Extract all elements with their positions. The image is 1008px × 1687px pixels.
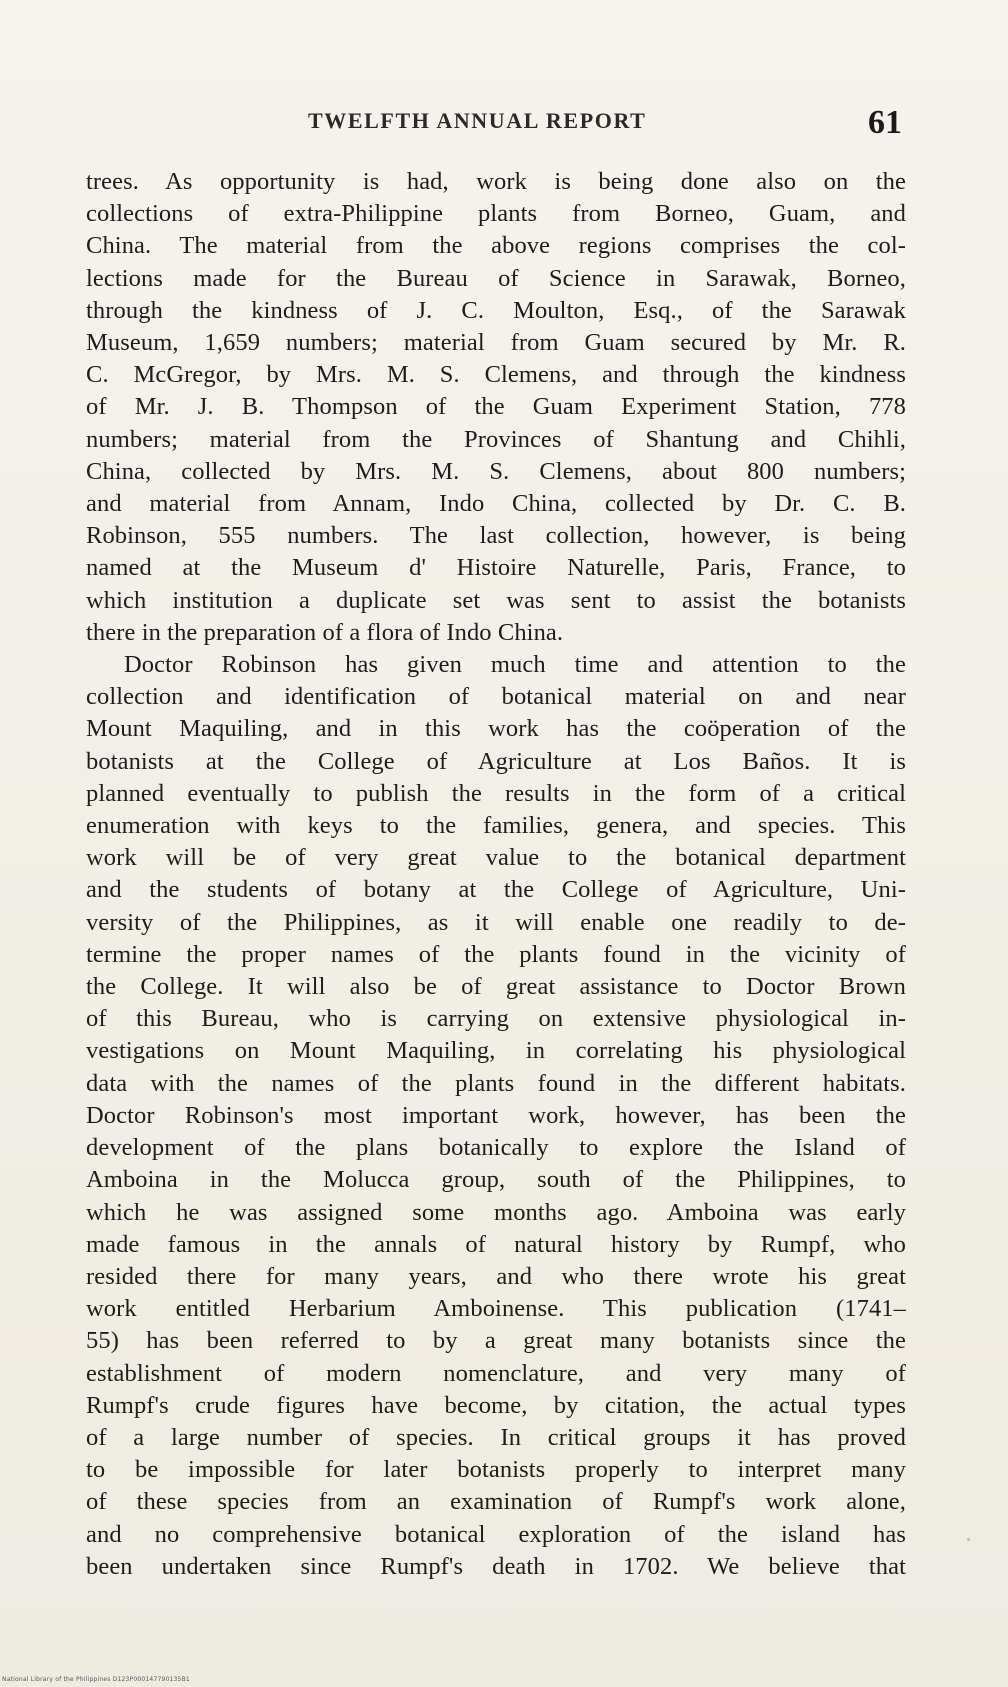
running-title: TWELFTH ANNUAL REPORT (308, 108, 647, 133)
text-line: the College. It will also be of great assistance to Doctor Brown (86, 973, 906, 1001)
text-line: Doctor Robinson's most important work, however, has been the (86, 1101, 906, 1129)
text-line: versity of the Philippines, as it will enable one readily to de- (86, 908, 906, 936)
text-line: work entitled Herbarium Amboinense. This publication (1741– (86, 1295, 906, 1323)
text-line: trees. As opportunity is had, work is being done also on the (86, 168, 906, 195)
text-line: Mount Maquiling, and in this work has the coöperation of the (86, 715, 906, 743)
text-line: to be impossible for later botanists properly to interpret many (86, 1456, 906, 1484)
text-line: and material from Annam, Indo China, collected by Dr. C. B. (86, 490, 906, 518)
text-line: planned eventually to publish the results in the form of a critical (86, 779, 906, 807)
text-line: work will be of very great value to the botanical department (86, 844, 906, 872)
text-line: data with the names of the plants found in the different habitats. (86, 1069, 906, 1097)
text-line: 55) has been referred to by a great many botanists since the (86, 1327, 906, 1355)
text-line: China. The material from the above regions comprises the col- (86, 232, 906, 260)
scan-speck (967, 1538, 970, 1541)
text-line: and no comprehensive botanical exploration of the island has (86, 1520, 906, 1548)
text-line: and the students of botany at the College of Agriculture, Uni- (86, 876, 906, 904)
text-line: resided there for many years, and who there wrote his great (86, 1262, 906, 1290)
text-line: which institution a duplicate set was sent to assist the botanists (86, 586, 906, 614)
running-head (86, 106, 902, 146)
text-line: lections made for the Bureau of Science in Sarawak, Borneo, (86, 264, 906, 292)
text-line: enumeration with keys to the families, genera, and species. This (86, 812, 906, 840)
text-line: there in the preparation of a flora of Indo China. (86, 618, 564, 646)
text-line: collections of extra-Philippine plants from Borneo, Guam, and (86, 200, 906, 228)
text-line: Doctor Robinson has given much time and attention to the (124, 651, 906, 679)
text-line: of Mr. J. B. Thompson of the Guam Experiment Station, 778 (86, 393, 906, 421)
text-line: C. McGregor, by Mrs. M. S. Clemens, and through the kindness (86, 361, 906, 389)
paragraph (86, 649, 906, 1583)
text-line: been undertaken since Rumpf's death in 1702. We believe that (86, 1552, 906, 1580)
text-line: of a large number of species. In critical groups it has proved (86, 1423, 906, 1451)
scan-credit: National Library of the Philippines D123P000147790135B1 (2, 1676, 190, 1683)
text-line: made famous in the annals of natural history by Rumpf, who (86, 1230, 906, 1258)
paragraph (86, 166, 906, 649)
text-line: vestigations on Mount Maquiling, in correlating his physiological (86, 1037, 906, 1065)
text-line: China, collected by Mrs. M. S. Clemens, about 800 numbers; (86, 457, 906, 485)
text-line: which he was assigned some months ago. Amboina was early (86, 1198, 906, 1226)
text-line: of this Bureau, who is carrying on extensive physiological in- (86, 1005, 906, 1033)
page-number: 61 (868, 104, 902, 141)
text-line: termine the proper names of the plants found in the vicinity of (86, 940, 906, 968)
text-line: of these species from an examination of Rumpf's work alone, (86, 1488, 906, 1516)
body-text (86, 166, 906, 1583)
text-line: through the kindness of J. C. Moulton, Esq., of the Sarawak (86, 296, 906, 324)
text-line: named at the Museum d' Histoire Naturelle, Paris, France, to (86, 554, 906, 582)
text-line: Amboina in the Molucca group, south of the Philippines, to (86, 1166, 906, 1194)
text-line: development of the plans botanically to explore the Island of (86, 1134, 906, 1162)
text-line: Robinson, 555 numbers. The last collection, however, is being (86, 522, 906, 550)
text-line: Museum, 1,659 numbers; material from Guam secured by Mr. R. (86, 329, 906, 357)
text-line: establishment of modern nomenclature, and very many of (86, 1359, 906, 1387)
text-line: botanists at the College of Agriculture at Los Baños. It is (86, 747, 906, 775)
text-line: collection and identification of botanical material on and near (86, 683, 906, 711)
text-line: numbers; material from the Provinces of Shantung and Chihli, (86, 425, 906, 453)
text-line: Rumpf's crude figures have become, by citation, the actual types (86, 1391, 906, 1419)
